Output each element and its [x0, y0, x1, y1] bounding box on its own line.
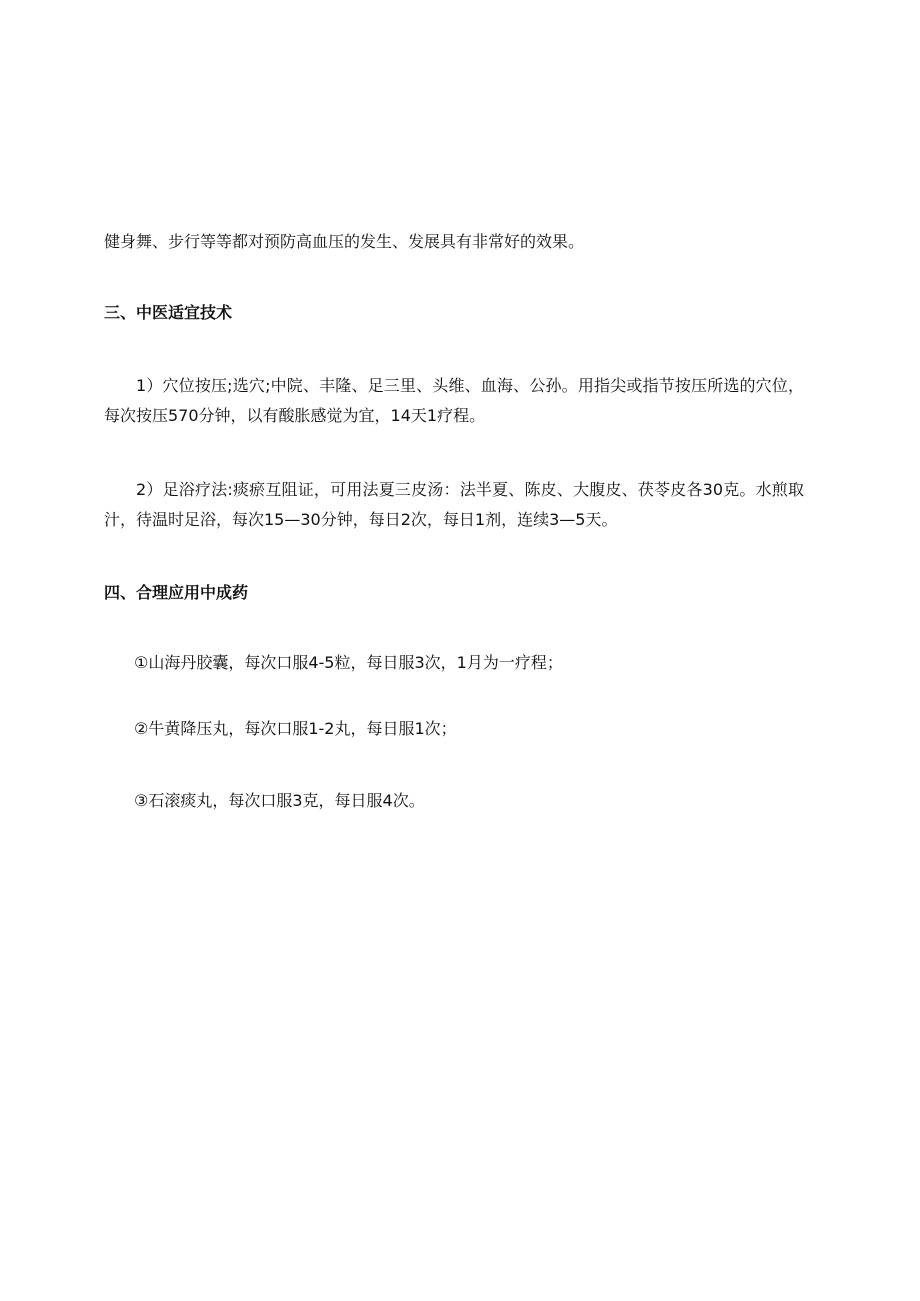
acupressure-paragraph: 1）穴位按压;选穴;中院、丰隆、足三里、头维、血海、公孙。用指尖或指节按压所选的穴位，每次按压570分钟，以有酸胀感觉为宜，14天1疗程。	[104, 376, 804, 425]
medicine-item-1: ①山海丹胶囊，每次口服4-5粒，每日服3次，1月为一疗程；	[134, 653, 563, 672]
medicine-item-3: ③石滚痰丸，每次口服3克，每日服4次。	[134, 791, 425, 810]
continuation-paragraph: 健身舞、步行等等都对预防高血压的发生、发展具有非常好的效果。	[104, 232, 585, 251]
medicine-item-2: ②牛黄降压丸，每次口服1-2丸，每日服1次；	[134, 719, 457, 738]
section-heading-tcm-techniques: 三、中医适宜技术	[104, 303, 233, 322]
foot-bath-paragraph: 2）足浴疗法:痰瘀互阻证，可用法夏三皮汤：法半夏、陈皮、大腹皮、茯苓皮各30克。水煎取汁，待温时足浴，每次15—30分钟，每日2次，每日1剂，连续3—5天。	[104, 480, 804, 529]
section-heading-chinese-patent-medicine: 四、合理应用中成药	[104, 583, 249, 602]
